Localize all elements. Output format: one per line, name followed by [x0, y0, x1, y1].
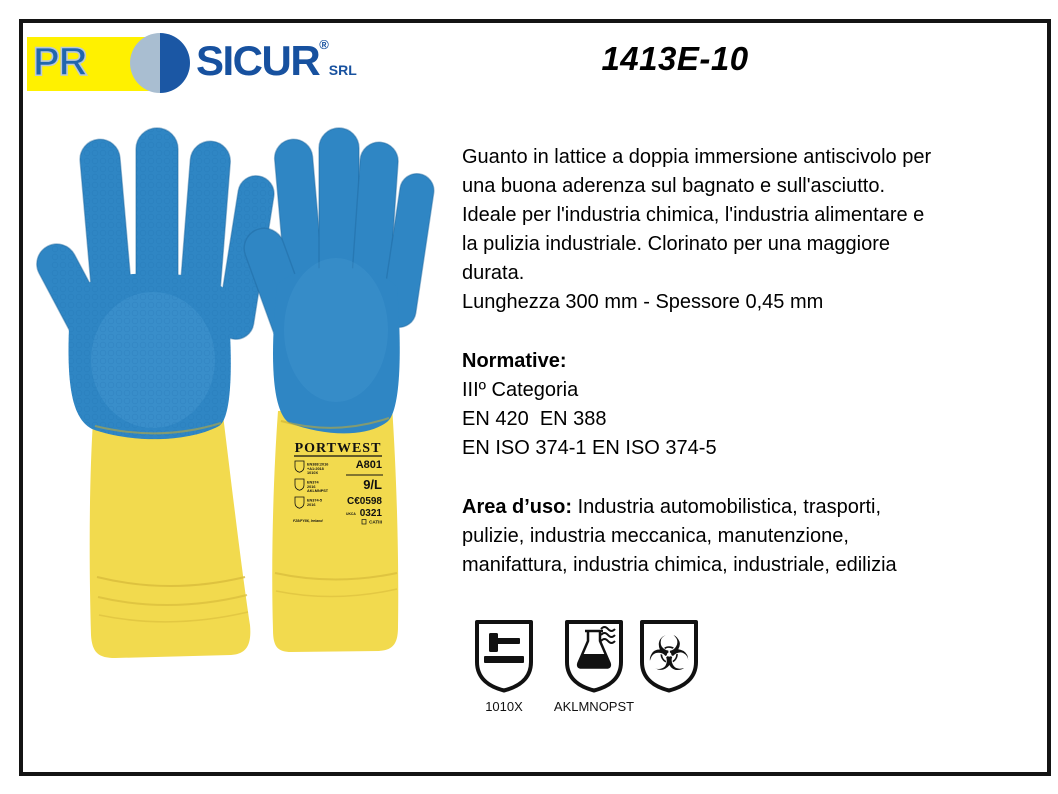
cat-text: CATIII [369, 519, 382, 525]
ukca-mark: UKCA [346, 512, 356, 516]
biohazard-icon [637, 618, 701, 694]
cert-text: 2016 [307, 502, 316, 507]
text-line: Industria automobilistica, trasporti, [577, 496, 882, 518]
prosicur-logo [27, 36, 357, 94]
chemical-risks-icon [562, 618, 626, 694]
logo-pr-text: PR [33, 40, 87, 84]
cert-text: +A1:2018 [307, 466, 324, 471]
product-photo-gloves [35, 125, 455, 670]
text-line: pulizie, industria meccanica, manutenzione, [462, 525, 849, 547]
en-pictograms [462, 618, 742, 718]
product-description [462, 143, 1047, 580]
left-glove [35, 125, 280, 658]
area-line [462, 493, 1047, 522]
ukca-number: 0321 [359, 508, 382, 519]
cert-text: EN388:2016 [307, 462, 329, 467]
text-line: la pulizia industriale. Clorinato per una maggiore [462, 233, 891, 255]
registered-mark: ® [319, 37, 329, 52]
cert-text: 1010X [307, 471, 318, 476]
text-line: Guanto in lattice a doppia immersione antiscivolo per [462, 146, 932, 168]
area-heading: Area d’uso: [462, 496, 573, 518]
text-line: EN 420 EN 388 [462, 408, 607, 430]
text-line: Ideale per l'industria chimica, l'industria alimentare e [462, 204, 925, 226]
normative-heading: Normative: [462, 350, 567, 372]
glove-size: 9/L [363, 477, 382, 492]
text-line: manifattura, industria chimica, industriale, edilizia [462, 554, 897, 576]
origin-text: F28/FY86, Ireland [293, 519, 323, 523]
product-code-title: 1413E-10 [601, 40, 749, 77]
text-line: Lunghezza 300 mm - Spessore 0,45 mm [462, 291, 824, 313]
text-line: IIIº Categoria [462, 379, 579, 401]
text-line: durata. [462, 262, 525, 284]
glove-model: A801 [355, 459, 382, 471]
pictogram-code: 1010X [485, 699, 523, 714]
pictogram-code: AKLMNOPST [553, 699, 635, 714]
logo-sicur-text: SICUR [196, 37, 320, 84]
cert-text: 2016 [307, 484, 316, 489]
logo-srl-text: SRL [328, 62, 357, 78]
text-line: una buona aderenza sul bagnato e sull'asciutto. [462, 175, 886, 197]
logo-circle-icon [130, 33, 190, 93]
mechanical-risks-icon [472, 618, 536, 694]
cert-text: EN374 [307, 480, 319, 485]
logo-wordmark [196, 37, 357, 85]
ce-marking: C€0598 [346, 496, 382, 507]
glove-label-brand: PORTWEST [294, 441, 382, 456]
svg-text:☣: ☣ [647, 626, 691, 682]
cert-text: EN374-5 [307, 498, 322, 503]
cert-text: AKLMNPST [307, 489, 329, 494]
text-line: EN ISO 374-1 EN ISO 374-5 [462, 437, 717, 459]
